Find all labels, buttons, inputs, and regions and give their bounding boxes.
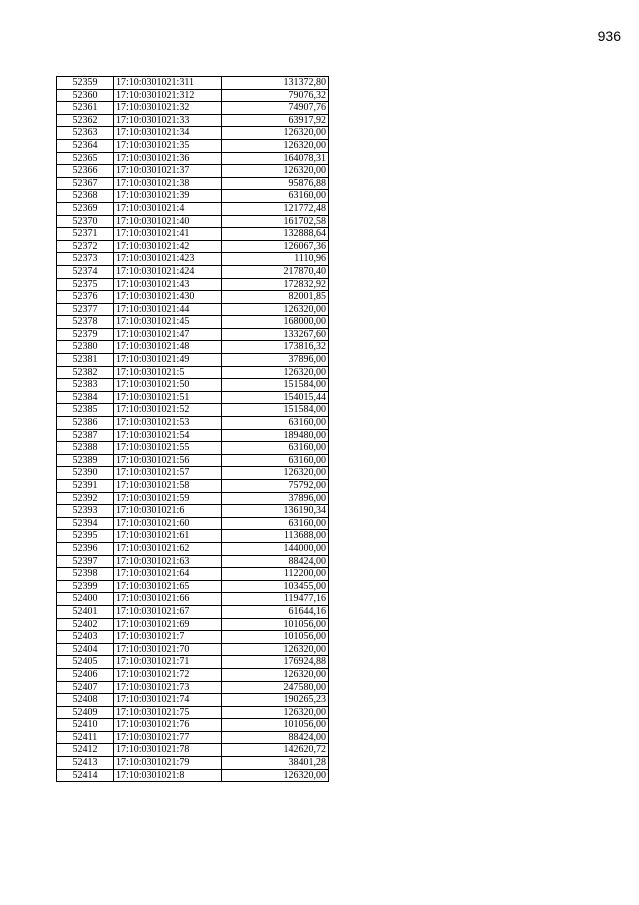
- cadastral-number-cell: 17:10:0301021:6: [114, 505, 222, 518]
- table-row: [57, 114, 329, 127]
- cadastral-value-cell: 126320,00: [222, 643, 329, 656]
- cadastral-number-cell: 17:10:0301021:44: [114, 303, 222, 316]
- row-number-cell: 52394: [57, 517, 114, 530]
- cadastral-number-cell: 17:10:0301021:51: [114, 391, 222, 404]
- cadastral-number-cell: 17:10:0301021:5: [114, 366, 222, 379]
- cadastral-value-cell: 151584,00: [222, 404, 329, 417]
- cadastral-number-cell: 17:10:0301021:59: [114, 492, 222, 505]
- cadastral-value-cell: 63917,92: [222, 114, 329, 127]
- row-number-cell: 52402: [57, 618, 114, 631]
- table-row: [57, 366, 329, 379]
- cadastral-number-cell: 17:10:0301021:38: [114, 177, 222, 190]
- table-row: [57, 555, 329, 568]
- cadastral-number-cell: 17:10:0301021:423: [114, 253, 222, 266]
- cadastral-value-cell: 144000,00: [222, 542, 329, 555]
- cadastral-value-table: [56, 76, 329, 782]
- cadastral-value-cell: 217870,40: [222, 265, 329, 278]
- table-row: [57, 769, 329, 782]
- row-number-cell: 52414: [57, 769, 114, 782]
- cadastral-value-cell: 63160,00: [222, 190, 329, 203]
- cadastral-number-cell: 17:10:0301021:48: [114, 341, 222, 354]
- cadastral-value-cell: 95876,88: [222, 177, 329, 190]
- cadastral-value-cell: 1110,96: [222, 253, 329, 266]
- table-row: [57, 719, 329, 732]
- cadastral-number-cell: 17:10:0301021:57: [114, 467, 222, 480]
- cadastral-value-cell: 126320,00: [222, 127, 329, 140]
- row-number-cell: 52359: [57, 77, 114, 90]
- cadastral-value-cell: 126320,00: [222, 303, 329, 316]
- cadastral-number-cell: 17:10:0301021:36: [114, 152, 222, 165]
- cadastral-number-cell: 17:10:0301021:79: [114, 757, 222, 770]
- table-row: [57, 202, 329, 215]
- cadastral-number-cell: 17:10:0301021:76: [114, 719, 222, 732]
- row-number-cell: 52413: [57, 757, 114, 770]
- row-number-cell: 52383: [57, 379, 114, 392]
- table-row: [57, 253, 329, 266]
- row-number-cell: 52370: [57, 215, 114, 228]
- table-row: [57, 278, 329, 291]
- cadastral-number-cell: 17:10:0301021:66: [114, 593, 222, 606]
- cadastral-value-cell: 176924,88: [222, 656, 329, 669]
- table-row: [57, 102, 329, 115]
- cadastral-number-cell: 17:10:0301021:312: [114, 89, 222, 102]
- table-row: [57, 190, 329, 203]
- cadastral-value-cell: 164078,31: [222, 152, 329, 165]
- row-number-cell: 52366: [57, 165, 114, 178]
- cadastral-number-cell: 17:10:0301021:43: [114, 278, 222, 291]
- table-row: [57, 618, 329, 631]
- table-row: [57, 228, 329, 241]
- row-number-cell: 52368: [57, 190, 114, 203]
- cadastral-value-cell: 126320,00: [222, 467, 329, 480]
- row-number-cell: 52374: [57, 265, 114, 278]
- cadastral-number-cell: 17:10:0301021:58: [114, 480, 222, 493]
- row-number-cell: 52401: [57, 605, 114, 618]
- cadastral-value-cell: 82001,85: [222, 291, 329, 304]
- cadastral-value-cell: 131372,80: [222, 77, 329, 90]
- cadastral-number-cell: 17:10:0301021:42: [114, 240, 222, 253]
- row-number-cell: 52371: [57, 228, 114, 241]
- cadastral-number-cell: 17:10:0301021:56: [114, 454, 222, 467]
- table-body: [57, 77, 329, 782]
- table-row: [57, 454, 329, 467]
- table-row: [57, 757, 329, 770]
- table-row: [57, 694, 329, 707]
- row-number-cell: 52367: [57, 177, 114, 190]
- table-row: [57, 542, 329, 555]
- cadastral-value-cell: 63160,00: [222, 417, 329, 430]
- row-number-cell: 52412: [57, 744, 114, 757]
- cadastral-value-cell: 189480,00: [222, 429, 329, 442]
- cadastral-number-cell: 17:10:0301021:65: [114, 580, 222, 593]
- row-number-cell: 52380: [57, 341, 114, 354]
- table-row: [57, 643, 329, 656]
- cadastral-number-cell: 17:10:0301021:53: [114, 417, 222, 430]
- row-number-cell: 52364: [57, 139, 114, 152]
- row-number-cell: 52360: [57, 89, 114, 102]
- table-row: [57, 429, 329, 442]
- row-number-cell: 52396: [57, 542, 114, 555]
- row-number-cell: 52389: [57, 454, 114, 467]
- cadastral-value-cell: 126320,00: [222, 668, 329, 681]
- cadastral-number-cell: 17:10:0301021:39: [114, 190, 222, 203]
- cadastral-value-cell: 136190,34: [222, 505, 329, 518]
- row-number-cell: 52404: [57, 643, 114, 656]
- cadastral-number-cell: 17:10:0301021:33: [114, 114, 222, 127]
- cadastral-number-cell: 17:10:0301021:35: [114, 139, 222, 152]
- cadastral-value-cell: 247580,00: [222, 681, 329, 694]
- cadastral-number-cell: 17:10:0301021:64: [114, 568, 222, 581]
- table-row: [57, 291, 329, 304]
- table-row: [57, 89, 329, 102]
- row-number-cell: 52365: [57, 152, 114, 165]
- cadastral-value-cell: 142620,72: [222, 744, 329, 757]
- cadastral-number-cell: 17:10:0301021:52: [114, 404, 222, 417]
- table-row: [57, 379, 329, 392]
- cadastral-number-cell: 17:10:0301021:41: [114, 228, 222, 241]
- row-number-cell: 52382: [57, 366, 114, 379]
- row-number-cell: 52375: [57, 278, 114, 291]
- row-number-cell: 52395: [57, 530, 114, 543]
- cadastral-number-cell: 17:10:0301021:78: [114, 744, 222, 757]
- cadastral-value-cell: 119477,16: [222, 593, 329, 606]
- table-row: [57, 668, 329, 681]
- cadastral-number-cell: 17:10:0301021:32: [114, 102, 222, 115]
- row-number-cell: 52362: [57, 114, 114, 127]
- row-number-cell: 52411: [57, 731, 114, 744]
- cadastral-value-cell: 172832,92: [222, 278, 329, 291]
- cadastral-number-cell: 17:10:0301021:77: [114, 731, 222, 744]
- table-row: [57, 303, 329, 316]
- row-number-cell: 52403: [57, 631, 114, 644]
- table-row: [57, 731, 329, 744]
- cadastral-value-cell: 154015,44: [222, 391, 329, 404]
- cadastral-number-cell: 17:10:0301021:74: [114, 694, 222, 707]
- cadastral-number-cell: 17:10:0301021:8: [114, 769, 222, 782]
- cadastral-number-cell: 17:10:0301021:34: [114, 127, 222, 140]
- row-number-cell: 52405: [57, 656, 114, 669]
- cadastral-value-cell: 101056,00: [222, 618, 329, 631]
- table-row: [57, 580, 329, 593]
- cadastral-value-cell: 126320,00: [222, 366, 329, 379]
- row-number-cell: 52400: [57, 593, 114, 606]
- cadastral-value-cell: 126320,00: [222, 769, 329, 782]
- cadastral-number-cell: 17:10:0301021:71: [114, 656, 222, 669]
- cadastral-number-cell: 17:10:0301021:47: [114, 328, 222, 341]
- cadastral-number-cell: 17:10:0301021:40: [114, 215, 222, 228]
- cadastral-value-cell: 74907,76: [222, 102, 329, 115]
- row-number-cell: 52399: [57, 580, 114, 593]
- table-row: [57, 492, 329, 505]
- cadastral-value-cell: 37896,00: [222, 354, 329, 367]
- cadastral-value-cell: 126320,00: [222, 165, 329, 178]
- table-row: [57, 530, 329, 543]
- row-number-cell: 52388: [57, 442, 114, 455]
- row-number-cell: 52391: [57, 480, 114, 493]
- cadastral-number-cell: 17:10:0301021:69: [114, 618, 222, 631]
- row-number-cell: 52408: [57, 694, 114, 707]
- row-number-cell: 52363: [57, 127, 114, 140]
- cadastral-value-cell: 126320,00: [222, 139, 329, 152]
- row-number-cell: 52384: [57, 391, 114, 404]
- row-number-cell: 52377: [57, 303, 114, 316]
- cadastral-value-cell: 61644,16: [222, 605, 329, 618]
- cadastral-value-cell: 63160,00: [222, 442, 329, 455]
- row-number-cell: 52398: [57, 568, 114, 581]
- row-number-cell: 52386: [57, 417, 114, 430]
- row-number-cell: 52410: [57, 719, 114, 732]
- cadastral-number-cell: 17:10:0301021:61: [114, 530, 222, 543]
- table-row: [57, 215, 329, 228]
- row-number-cell: 52361: [57, 102, 114, 115]
- row-number-cell: 52373: [57, 253, 114, 266]
- table-row: [57, 568, 329, 581]
- row-number-cell: 52379: [57, 328, 114, 341]
- cadastral-value-cell: 126320,00: [222, 706, 329, 719]
- cadastral-number-cell: 17:10:0301021:7: [114, 631, 222, 644]
- table-row: [57, 316, 329, 329]
- cadastral-number-cell: 17:10:0301021:37: [114, 165, 222, 178]
- cadastral-value-cell: 101056,00: [222, 631, 329, 644]
- cadastral-number-cell: 17:10:0301021:67: [114, 605, 222, 618]
- table-row: [57, 240, 329, 253]
- cadastral-value-cell: 112200,00: [222, 568, 329, 581]
- cadastral-number-cell: 17:10:0301021:55: [114, 442, 222, 455]
- table-row: [57, 681, 329, 694]
- cadastral-number-cell: 17:10:0301021:49: [114, 354, 222, 367]
- table-row: [57, 631, 329, 644]
- cadastral-number-cell: 17:10:0301021:45: [114, 316, 222, 329]
- table-row: [57, 744, 329, 757]
- cadastral-value-cell: 88424,00: [222, 731, 329, 744]
- cadastral-value-cell: 121772,48: [222, 202, 329, 215]
- table-row: [57, 467, 329, 480]
- cadastral-value-cell: 161702,58: [222, 215, 329, 228]
- cadastral-value-cell: 126067,36: [222, 240, 329, 253]
- cadastral-value-cell: 103455,00: [222, 580, 329, 593]
- table-row: [57, 139, 329, 152]
- cadastral-number-cell: 17:10:0301021:4: [114, 202, 222, 215]
- row-number-cell: 52381: [57, 354, 114, 367]
- cadastral-number-cell: 17:10:0301021:75: [114, 706, 222, 719]
- cadastral-value-cell: 132888,64: [222, 228, 329, 241]
- cadastral-value-cell: 63160,00: [222, 517, 329, 530]
- cadastral-number-cell: 17:10:0301021:70: [114, 643, 222, 656]
- cadastral-number-cell: 17:10:0301021:430: [114, 291, 222, 304]
- table-row: [57, 442, 329, 455]
- table-row: [57, 354, 329, 367]
- row-number-cell: 52387: [57, 429, 114, 442]
- row-number-cell: 52369: [57, 202, 114, 215]
- table-row: [57, 341, 329, 354]
- cadastral-value-cell: 133267,60: [222, 328, 329, 341]
- cadastral-value-cell: 79076,32: [222, 89, 329, 102]
- cadastral-number-cell: 17:10:0301021:311: [114, 77, 222, 90]
- table-row: [57, 505, 329, 518]
- row-number-cell: 52407: [57, 681, 114, 694]
- table-row: [57, 404, 329, 417]
- cadastral-value-cell: 151584,00: [222, 379, 329, 392]
- cadastral-number-cell: 17:10:0301021:62: [114, 542, 222, 555]
- table-row: [57, 165, 329, 178]
- cadastral-value-cell: 173816,32: [222, 341, 329, 354]
- table-row: [57, 152, 329, 165]
- table-row: [57, 417, 329, 430]
- cadastral-value-cell: 168000,00: [222, 316, 329, 329]
- cadastral-value-cell: 88424,00: [222, 555, 329, 568]
- cadastral-number-cell: 17:10:0301021:72: [114, 668, 222, 681]
- cadastral-number-cell: 17:10:0301021:60: [114, 517, 222, 530]
- table-row: [57, 328, 329, 341]
- cadastral-value-cell: 101056,00: [222, 719, 329, 732]
- cadastral-value-cell: 63160,00: [222, 454, 329, 467]
- table-row: [57, 706, 329, 719]
- table-row: [57, 480, 329, 493]
- row-number-cell: 52392: [57, 492, 114, 505]
- cadastral-value-cell: 190265,23: [222, 694, 329, 707]
- cadastral-value-cell: 37896,00: [222, 492, 329, 505]
- table-row: [57, 605, 329, 618]
- row-number-cell: 52409: [57, 706, 114, 719]
- cadastral-number-cell: 17:10:0301021:63: [114, 555, 222, 568]
- table-row: [57, 265, 329, 278]
- cadastral-value-cell: 38401,28: [222, 757, 329, 770]
- table-row: [57, 656, 329, 669]
- row-number-cell: 52385: [57, 404, 114, 417]
- row-number-cell: 52372: [57, 240, 114, 253]
- row-number-cell: 52406: [57, 668, 114, 681]
- cadastral-number-cell: 17:10:0301021:50: [114, 379, 222, 392]
- table-row: [57, 517, 329, 530]
- table-row: [57, 77, 329, 90]
- row-number-cell: 52378: [57, 316, 114, 329]
- table-row: [57, 177, 329, 190]
- row-number-cell: 52393: [57, 505, 114, 518]
- cadastral-number-cell: 17:10:0301021:424: [114, 265, 222, 278]
- row-number-cell: 52397: [57, 555, 114, 568]
- cadastral-value-cell: 113688,00: [222, 530, 329, 543]
- row-number-cell: 52376: [57, 291, 114, 304]
- row-number-cell: 52390: [57, 467, 114, 480]
- table-row: [57, 391, 329, 404]
- table-row: [57, 593, 329, 606]
- cadastral-number-cell: 17:10:0301021:73: [114, 681, 222, 694]
- page-number: 936: [597, 28, 621, 44]
- cadastral-number-cell: 17:10:0301021:54: [114, 429, 222, 442]
- table-row: [57, 127, 329, 140]
- cadastral-value-cell: 75792,00: [222, 480, 329, 493]
